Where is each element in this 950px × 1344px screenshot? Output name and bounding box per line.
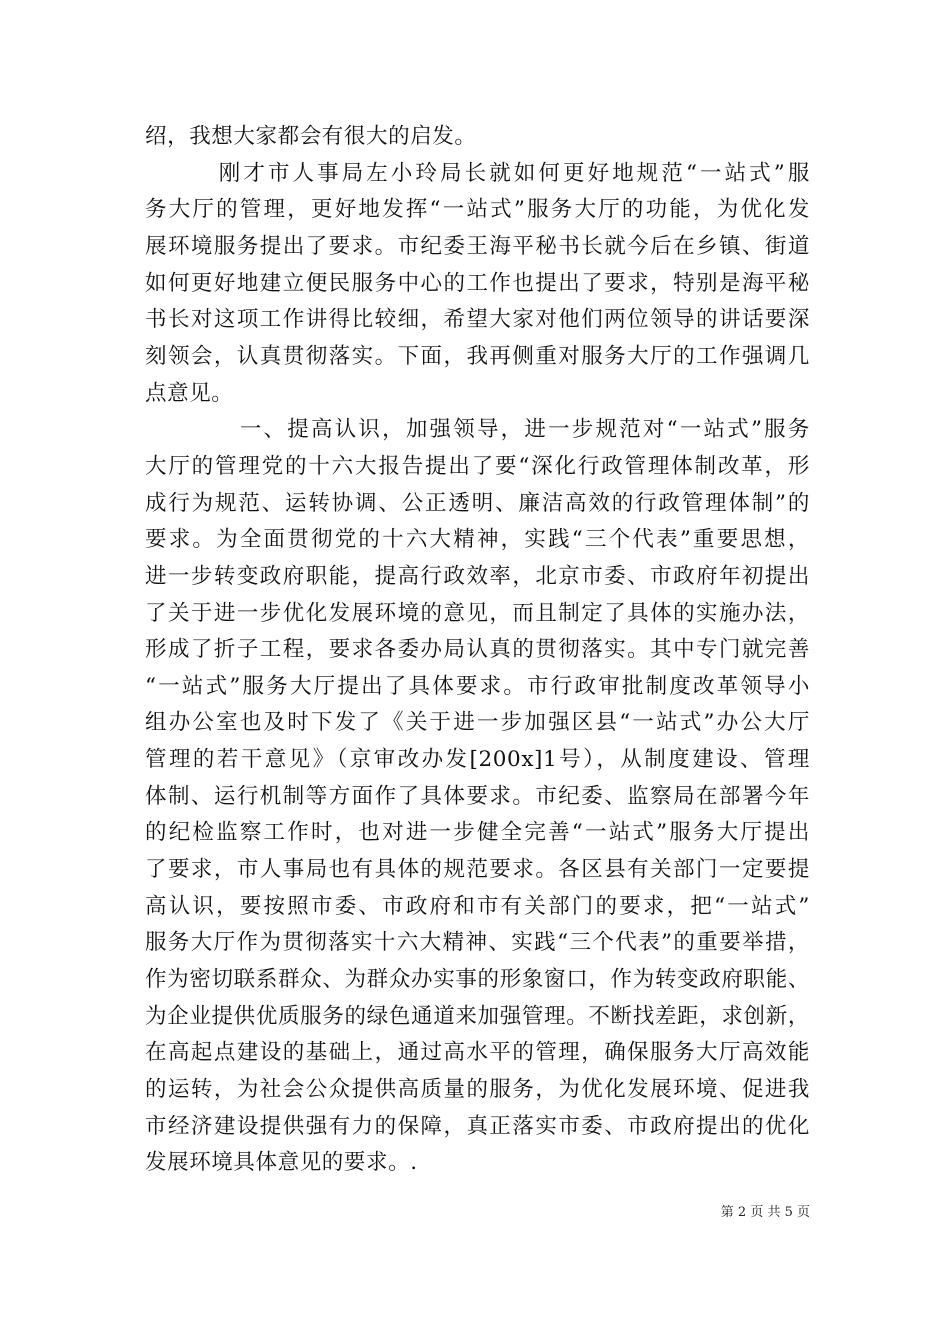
text-line-25: 为企业提供优质服务的绿色通道来加强管理。不断找差距，求创新，	[145, 1003, 810, 1029]
text-line-6: 书长对这项工作讲得比较细，希望大家对他们两位领导的讲话要深	[145, 307, 810, 333]
text-line-14: 了关于进一步优化发展环境的意见，而且制定了具体的实施办法，	[145, 600, 810, 626]
text-line-9: 一、提高认识，加强领导，进一步规范对“一站式”服务	[145, 417, 810, 443]
text-line-27: 的运转，为社会公众提供高质量的服务，为优化发展环境、促进我	[145, 1077, 810, 1103]
text-line-29: 发展环境具体意见的要求。.	[145, 1150, 418, 1176]
text-line-12: 要求。为全面贯彻党的十六大精神，实践“三个代表”重要思想，	[145, 527, 810, 553]
text-line-2: 刚才市人事局左小玲局长就如何更好地规范“一站式”服	[145, 160, 810, 186]
text-line-15: 形成了折子工程，要求各委办局认真的贯彻落实。其中专门就完善	[145, 637, 810, 663]
text-line-11: 成行为规范、运转协调、公正透明、廉洁高效的行政管理体制”的	[145, 490, 810, 516]
text-line-22: 高认识，要按照市委、市政府和市有关部门的要求，把“一站式”	[145, 893, 810, 919]
text-line-13: 进一步转变政府职能，提高行政效率，北京市委、市政府年初提出	[145, 563, 810, 589]
text-line-20: 的纪检监察工作时，也对进一步健全完善“一站式”服务大厅提出	[145, 820, 810, 846]
text-line-3: 务大厅的管理，更好地发挥“一站式”服务大厅的功能，为优化发	[145, 197, 810, 223]
text-line-7: 刻领会，认真贯彻落实。下面，我再侧重对服务大厅的工作强调几	[145, 343, 810, 369]
text-line-18: 管理的若干意见》（京审改办发[200x]1号），从制度建设、管理	[145, 747, 810, 773]
text-line-17: 组办公室也及时下发了《关于进一步加强区县“一站式”办公大厅	[145, 710, 810, 736]
text-line-4: 展环境服务提出了要求。市纪委王海平秘书长就今后在乡镇、街道	[145, 233, 810, 259]
page-number-footer: 第 2 页 共 5 页	[720, 1205, 810, 1220]
text-line-24: 作为密切联系群众、为群众办实事的形象窗口，作为转变政府职能、	[145, 967, 810, 993]
text-line-8: 点意见。	[145, 380, 234, 406]
text-line-19: 体制、运行机制等方面作了具体要求。市纪委、监察局在部署今年	[145, 783, 810, 809]
text-line-28: 市经济建设提供强有力的保障，真正落实市委、市政府提出的优化	[145, 1113, 810, 1139]
text-line-23: 服务大厅作为贯彻落实十六大精神、实践“三个代表”的重要举措，	[145, 930, 810, 956]
text-line-16: “一站式”服务大厅提出了具体要求。市行政审批制度改革领导小	[145, 673, 810, 699]
text-line-10: 大厅的管理党的十六大报告提出了要“深化行政管理体制改革，形	[145, 453, 810, 479]
text-line-26: 在高起点建设的基础上，通过高水平的管理，确保服务大厅高效能	[145, 1040, 810, 1066]
text-line-5: 如何更好地建立便民服务中心的工作也提出了要求，特别是海平秘	[145, 270, 810, 296]
text-line-21: 了要求，市人事局也有具体的规范要求。各区县有关部门一定要提	[145, 857, 810, 883]
text-line-1: 绍，我想大家都会有很大的启发。	[145, 124, 477, 149]
